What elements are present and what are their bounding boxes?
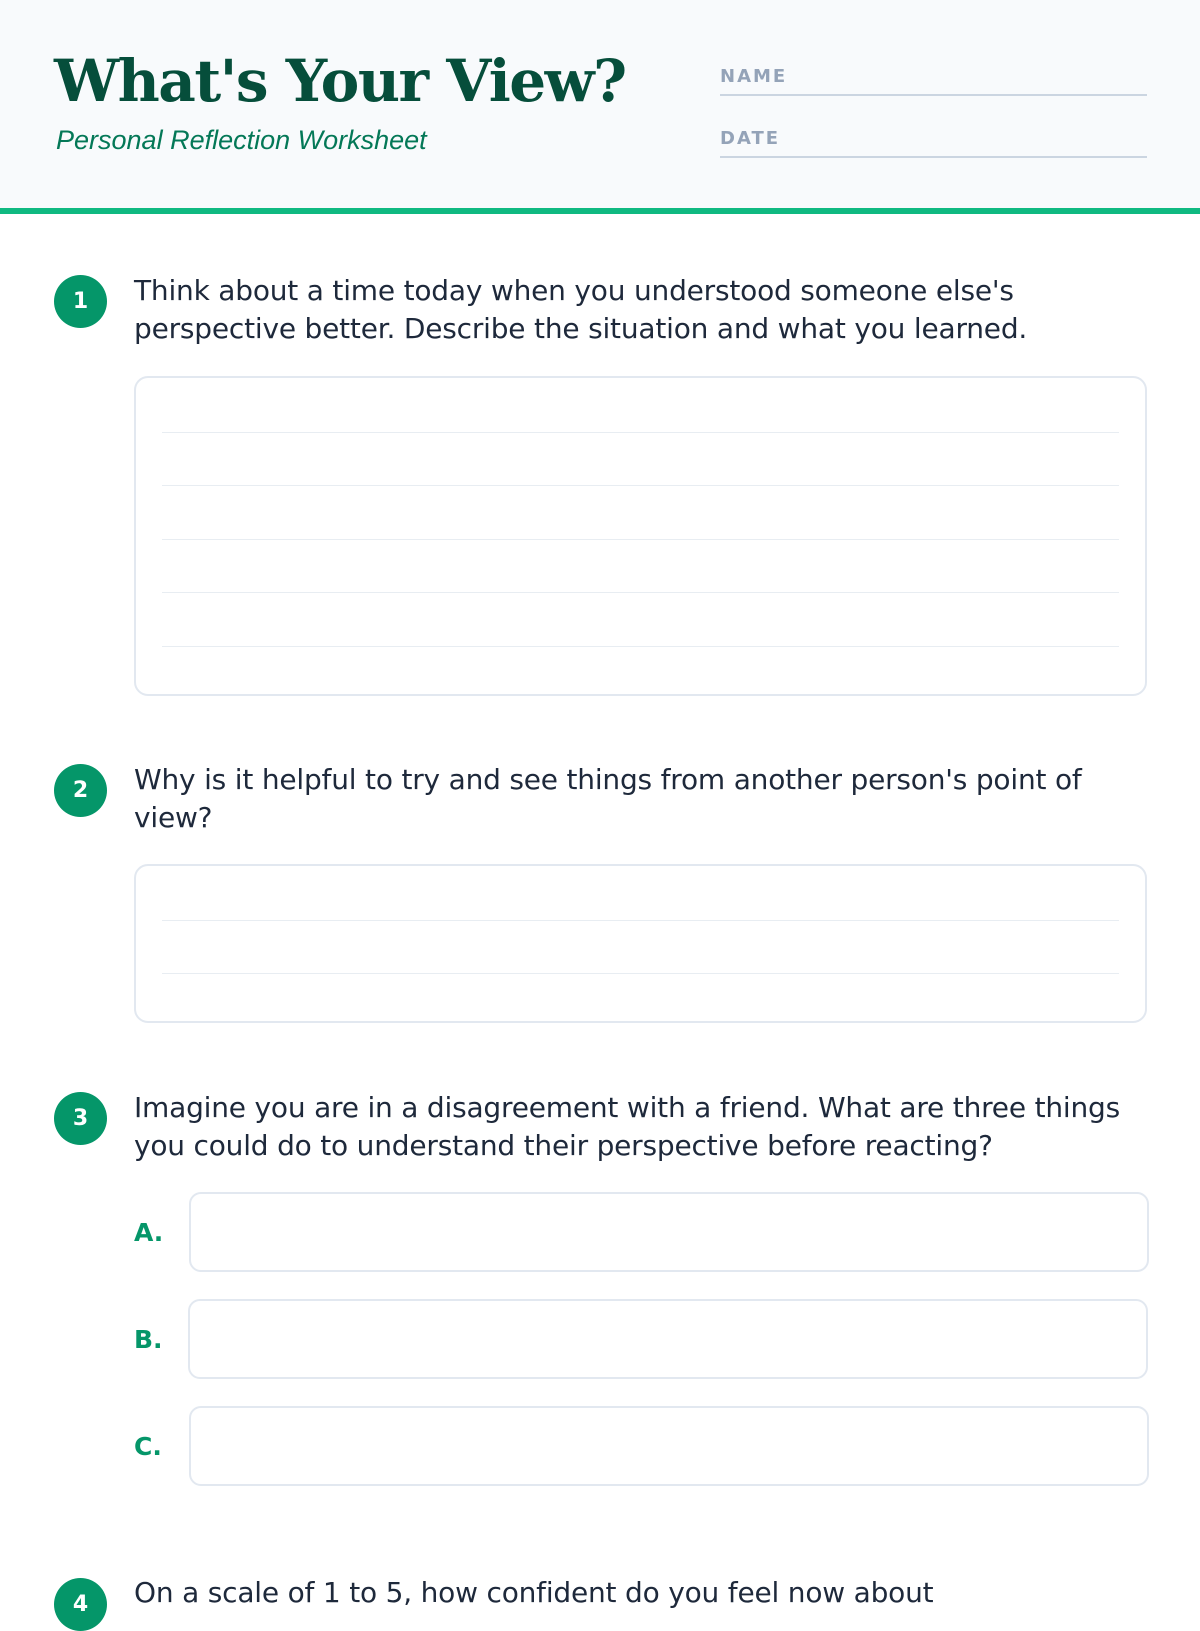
- answer-box-2[interactable]: [134, 864, 1147, 1023]
- name-label: NAME: [720, 66, 788, 87]
- writing-line: [162, 432, 1119, 433]
- question-number-badge: 4: [54, 1578, 107, 1631]
- option-label-c: C.: [134, 1432, 162, 1461]
- option-label-b: B.: [134, 1325, 163, 1354]
- name-field[interactable]: [720, 66, 1147, 96]
- option-b-input[interactable]: [188, 1299, 1148, 1379]
- question-1-text: Think about a time today when you understood someone else's perspective better. Describe the situation and what you learned.: [134, 274, 1028, 345]
- option-a-input[interactable]: [189, 1192, 1149, 1272]
- writing-line: [162, 920, 1119, 921]
- question-number-badge: 2: [54, 764, 107, 817]
- question-number-badge: 1: [54, 275, 107, 328]
- page-title: What's Your View?: [54, 47, 626, 115]
- question-4-text: On a scale of 1 to 5, how confident do you feel now about: [134, 1576, 934, 1609]
- writing-line: [162, 592, 1119, 593]
- question-2-text: Why is it helpful to try and see things from another person's point of view?: [134, 763, 1082, 834]
- writing-line: [162, 485, 1119, 486]
- writing-line: [162, 539, 1119, 540]
- date-label: DATE: [720, 128, 781, 149]
- question-3-text: Imagine you are in a disagreement with a friend. What are three things you could do to understand their perspective before reacting?: [134, 1091, 1120, 1162]
- option-label-a: A.: [134, 1218, 164, 1247]
- question-number-badge: 3: [54, 1092, 107, 1145]
- page-subtitle: Personal Reflection Worksheet: [56, 125, 427, 155]
- writing-line: [162, 973, 1119, 974]
- writing-line: [162, 646, 1119, 647]
- worksheet-header: [0, 0, 1200, 214]
- answer-box-1[interactable]: [134, 376, 1147, 696]
- option-c-input[interactable]: [189, 1406, 1149, 1486]
- date-field[interactable]: [720, 128, 1147, 158]
